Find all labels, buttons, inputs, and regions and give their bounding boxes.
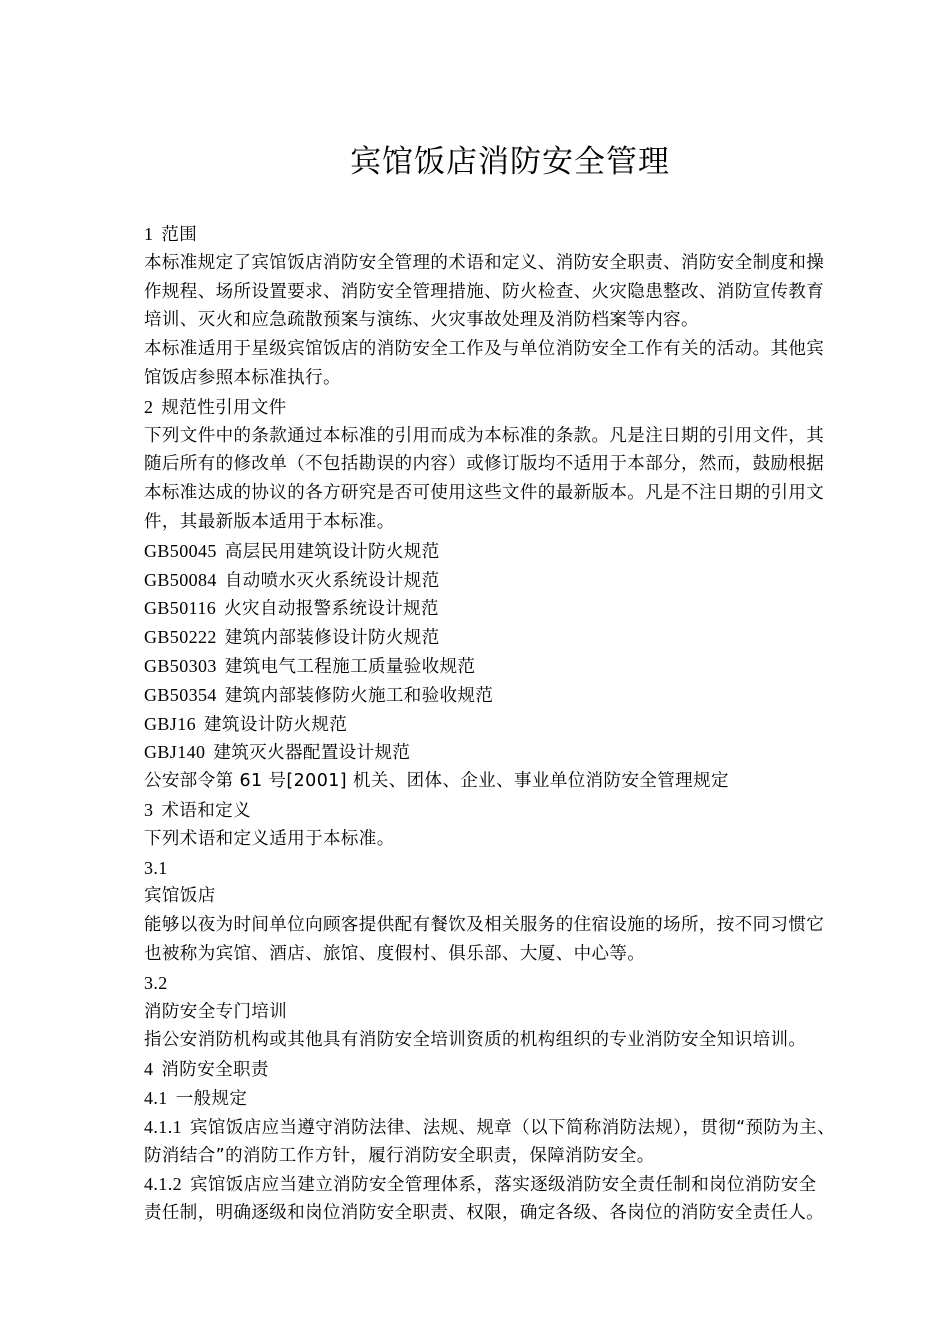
document-line [144, 479, 884, 508]
document-line [144, 940, 884, 969]
document-line [144, 882, 884, 911]
line-text: 消防安全职责 [161, 1060, 269, 1081]
line-text: 随后所有的修改单（不包括勘误的内容）或修订版均不适用于本部分，然而，鼓励根据 [144, 454, 825, 475]
section-number: 1 [144, 224, 154, 244]
line-text: 建筑内部装修防火施工和验收规范 [224, 685, 494, 706]
line-text: 消防安全专门培训 [144, 1001, 288, 1022]
line-text: 下列术语和定义适用于本标准。 [144, 828, 395, 849]
line-text: 自动喷水灭火系统设计规范 [224, 570, 440, 591]
section-number: GB50084 [144, 569, 217, 590]
document-line [144, 306, 884, 335]
section-number: 2 [144, 396, 154, 417]
section-number: GBJ16 [144, 713, 197, 734]
section-number: 3 [144, 799, 154, 820]
line-text: 范围 [161, 225, 198, 245]
line-text: 建筑设计防火规范 [204, 714, 348, 735]
line-text: 馆饭店参照本标准执行。 [144, 367, 341, 388]
section-number: GB50045 [144, 540, 217, 561]
section-number: 3.2 [144, 972, 168, 993]
document-line [144, 220, 884, 249]
line-text: 一般规定 [175, 1088, 248, 1109]
line-text: 防消结合”的消防工作方针，履行消防安全职责，保障消防安全。 [144, 1145, 655, 1166]
document-line [144, 1055, 884, 1084]
document-line [144, 1199, 884, 1228]
line-text: 本标准达成的协议的各方研究是否可使用这些文件的最新版本。凡是不注日期的引用文 [144, 483, 825, 504]
line-text: 高层民用建筑设计防火规范 [224, 541, 440, 562]
line-text: 建筑灭火器配置设计规范 [213, 743, 411, 764]
section-number: GB50222 [144, 627, 217, 648]
document-line [144, 998, 884, 1027]
line-text: 规范性引用文件 [161, 397, 287, 418]
document-line [144, 364, 884, 393]
document-line [144, 508, 884, 537]
line-text: 火灾自动报警系统设计规范 [224, 599, 439, 620]
document-line [144, 623, 884, 652]
document-line [144, 1170, 884, 1199]
line-text: 指公安消防机构或其他具有消防安全培训资质的机构组织的专业消防安全知识培训。 [144, 1030, 807, 1051]
line-text: 件，其最新版本适用于本标准。 [144, 511, 395, 532]
document-line [144, 1026, 884, 1055]
document-line [144, 681, 884, 710]
section-number: 4.1.2 [144, 1174, 182, 1195]
line-text: 责任制，明确逐级和岗位消防安全职责、权限，确定各级、各岗位的消防安全责任人。 [144, 1203, 825, 1224]
document-title: 宾馆饭店消防安全管理 [350, 144, 670, 180]
line-text: 建筑电气工程施工质量验收规范 [224, 656, 476, 677]
line-text: 宾馆饭店应当建立消防安全管理体系，落实逐级消防安全责任制和岗位消防安全 [190, 1175, 817, 1196]
line-text: 宾馆饭店应当遵守消防法律、法规、规章（以下简称消防法规），贯彻“预防为主、 [190, 1117, 836, 1138]
line-text: 本标准适用于星级宾馆饭店的消防安全工作及与单位消防安全工作有关的活动。其他宾 [144, 339, 825, 360]
line-text: 下列文件中的条款通过本标准的引用而成为本标准的条款。凡是注日期的引用文件，其 [144, 425, 825, 446]
document-line [144, 710, 884, 739]
document-line [144, 1142, 884, 1171]
document-line [144, 796, 884, 825]
section-number: 3.1 [144, 857, 168, 878]
document-line [144, 767, 884, 796]
document-line [144, 1084, 884, 1113]
section-number: 4 [144, 1059, 154, 1080]
section-number: GB50116 [144, 598, 217, 619]
document-line [144, 566, 884, 595]
line-text: 术语和定义 [161, 800, 251, 821]
document-line [144, 249, 884, 278]
document-line [144, 969, 884, 998]
document-line [144, 335, 884, 364]
section-number: 4.1 [144, 1087, 168, 1108]
section-number: GB50303 [144, 655, 217, 676]
line-text: 能够以夜为时间单位向顾客提供配有餐饮及相关服务的住宿设施的场所，按不同习惯它 [144, 915, 825, 936]
document-line [144, 1113, 884, 1142]
section-number: GBJ140 [144, 742, 206, 763]
document-body [144, 220, 884, 1228]
line-text: 作规程、场所设置要求、消防安全管理措施、防火检查、火灾隐患整改、消防宣传教育 [144, 281, 825, 302]
document-line [144, 825, 884, 854]
line-text: 宾馆饭店 [144, 886, 216, 907]
section-number: GB50354 [144, 684, 217, 705]
document-line [144, 450, 884, 479]
document-line [144, 422, 884, 451]
line-text: 公安部令第 61 号[2001] 机关、团体、企业、事业单位消防安全管理规定 [144, 771, 729, 792]
document-line [144, 854, 884, 883]
document-line [144, 652, 884, 681]
section-number: 4.1.1 [144, 1116, 182, 1137]
line-text: 本标准规定了宾馆饭店消防安全管理的术语和定义、消防安全职责、消防安全制度和操 [144, 252, 825, 273]
line-text: 培训、灭火和应急疏散预案与演练、火灾事故处理及消防档案等内容。 [144, 310, 699, 331]
document-line [144, 738, 884, 767]
document-line [144, 537, 884, 566]
document-line [144, 594, 884, 623]
line-text: 建筑内部装修设计防火规范 [224, 628, 440, 649]
document-line [144, 911, 884, 940]
line-text: 也被称为宾馆、酒店、旅馆、度假村、俱乐部、大厦、中心等。 [144, 943, 646, 964]
document-line [144, 278, 884, 307]
document-line [144, 393, 884, 422]
